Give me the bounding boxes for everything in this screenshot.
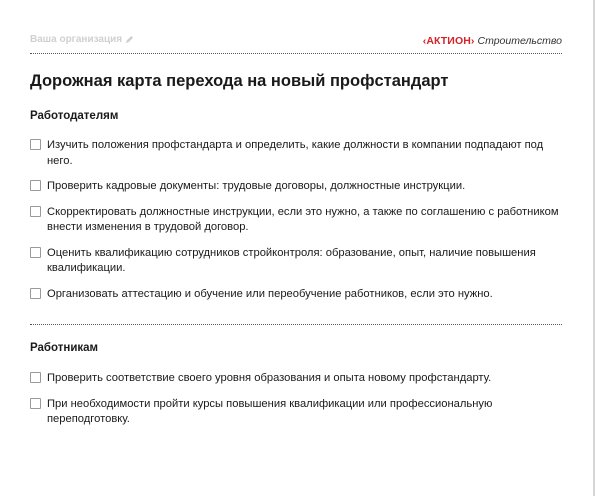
checklist-item-text: Оценить квалификацию сотрудников стройконтроля: образование, опыт, наличие повышения квалификации. xyxy=(47,246,536,274)
page-title: Дорожная карта перехода на новый профстандарт xyxy=(30,72,449,90)
checkbox[interactable] xyxy=(30,180,41,191)
checklist-item-text: Проверить кадровые документы: трудовые договоры, должностные инструкции. xyxy=(47,180,466,192)
checklist-item-text: Скорректировать должностные инструкции, если это нужно, а также по соглашению с работником внести изменения в трудовой договор. xyxy=(47,205,559,233)
checklist-item-text: Изучить положения профстандарта и определить, какие должности в компании подпадают под него. xyxy=(47,139,544,167)
page-header xyxy=(30,31,562,54)
checklist-item xyxy=(30,179,565,195)
checklist-item xyxy=(30,138,565,169)
brand-name: ‹АКТИОН› xyxy=(422,35,475,47)
checkbox[interactable] xyxy=(30,398,41,409)
organization-field[interactable] xyxy=(30,34,134,45)
checklist-item xyxy=(30,371,565,387)
checkbox[interactable] xyxy=(30,288,41,299)
checklist-item-text: Организовать аттестацию и обучение или переобучение работников, если это нужно. xyxy=(47,287,493,300)
checkbox[interactable] xyxy=(30,372,41,383)
checklist-item xyxy=(30,287,565,303)
section-heading-employees: Работникам xyxy=(30,342,99,354)
checkbox[interactable] xyxy=(30,247,41,258)
section-heading-employers: Работодателям xyxy=(30,110,119,122)
checkbox[interactable] xyxy=(30,139,41,150)
checklist-item xyxy=(30,246,565,277)
checkbox[interactable] xyxy=(30,206,41,217)
checklist-item-text: При необходимости пройти курсы повышения квалификации или профессиональную переподготовку. xyxy=(47,397,493,425)
brand-subtitle: Строительство xyxy=(477,35,562,47)
brand-logo xyxy=(423,35,562,47)
section-divider xyxy=(30,324,562,325)
checklist-item-text: Проверить соответствие своего уровня образования и опыта новому профстандарту. xyxy=(47,372,492,384)
employees-checklist xyxy=(30,371,565,438)
organization-placeholder: Ваша организация xyxy=(30,34,123,45)
checklist-item xyxy=(30,205,565,236)
employers-checklist xyxy=(30,138,565,312)
pencil-icon xyxy=(125,35,134,44)
checklist-item xyxy=(30,397,565,428)
